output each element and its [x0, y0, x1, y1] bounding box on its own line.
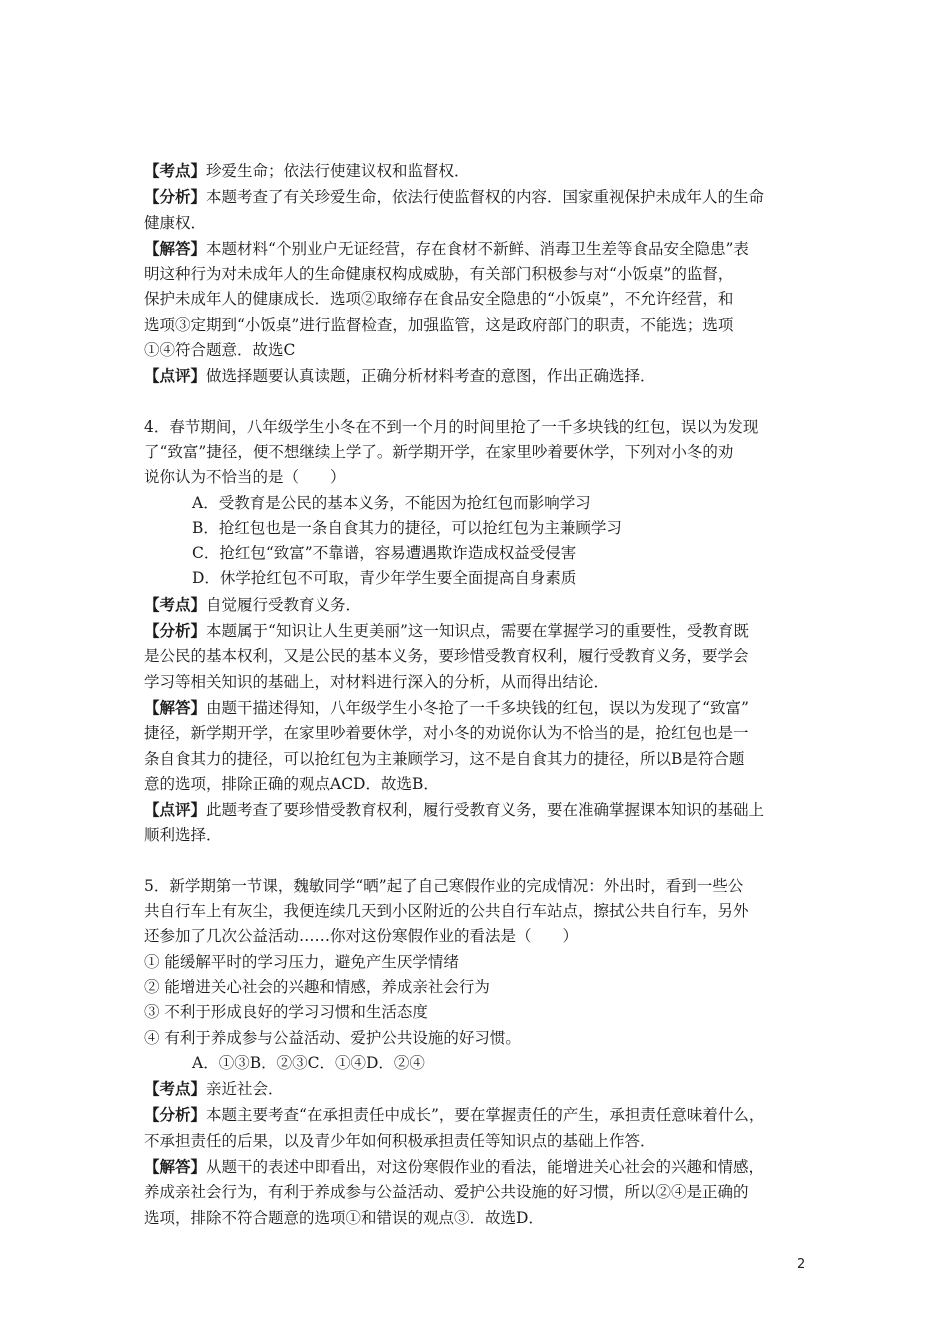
q5-item: ② 能增进关心社会的兴趣和情感，养成亲社会行为: [144, 977, 490, 996]
jieda-text: 本题材料“个别业户无证经营，存在食材不新鲜、消毒卫生差等食品安全隐患”表: [206, 239, 749, 258]
jieda-text-line: 捷径，新学期开学，在家里吵着要休学，对小冬的劝说你认为不恰当的是，抢红包也是一: [144, 724, 749, 743]
q5-item: ④ 有利于养成参与公益活动、爱护公共设施的好习惯。: [144, 1028, 521, 1047]
dianping-tag: 【点评】: [144, 366, 207, 386]
document-page: [144, 158, 810, 1231]
q4-stem-line: 4．春节期间，八年级学生小冬在不到一个月的时间里抢了一千多块钱的红包，误以为发现: [144, 417, 759, 436]
q4-stem-line: 了“致富”捷径，便不想继续上学了。新学期开学，在家里吵着要休学，下列对小冬的劝: [144, 442, 734, 461]
q4-option-d: D．休学抢红包不可取，青少年学生要全面提高自身素质: [192, 569, 577, 588]
kaodian-tag: 【考点】: [144, 594, 207, 614]
q4-fenxi: [144, 618, 810, 644]
jieda-text-line: 明这种行为对未成年人的生命健康权构成威胁，有关部门积极参与对“小饭桌”的监督，: [144, 265, 734, 284]
q3-kaodian: [144, 158, 810, 184]
jieda-tag: 【解答】: [144, 238, 207, 258]
jieda-text-line: ①④符合题意．故选C: [144, 341, 296, 360]
q4-stem-line: 说你认为不恰当的是（ ）: [144, 468, 346, 487]
kaodian-tag: 【考点】: [144, 161, 207, 180]
q5-item: ① 能缓解平时的学习压力，避免产生厌学情绪: [144, 952, 459, 971]
fenxi-text: 本题主要考查“在承担责任中成长”，要在掌握责任的产生，承担责任意味着什么，: [206, 1106, 765, 1125]
spacer: [144, 390, 810, 415]
kaodian-tag: 【考点】: [144, 1079, 207, 1099]
q5-stem-line: 5．新学期第一节课，魏敏同学“晒”起了自己寒假作业的完成情况：外出时，看到一些公: [144, 876, 744, 895]
q5-stem-line: 共自行车上有灰尘，我便连续几天到小区附近的公共自行车站点，擦拭公共自行车，另外: [144, 902, 749, 921]
q4-option-c: C．抢红包“致富”不靠谱，容易遭遇欺诈造成权益受侵害: [192, 544, 577, 563]
q4-kaodian: [144, 592, 810, 618]
fenxi-text-line: 健康权．: [144, 213, 207, 232]
kaodian-text: 亲近社会．: [206, 1080, 284, 1099]
jieda-text: 从题干的表述中即看出，对这份寒假作业的看法，能增进关心社会的兴趣和情感，: [206, 1157, 765, 1176]
jieda-text-line: 保护未成年人的健康成长．选项②取缔存在食品安全隐患的“小饭桌”，不允许经营，和: [144, 290, 734, 309]
jieda-text: 由题干描述得知，八年级学生小冬抢了一千多块钱的红包，误以为发现了“致富”: [206, 698, 749, 717]
page-number: 2: [797, 1257, 806, 1272]
jieda-text-line: 养成亲社会行为，有利于养成参与公益活动、爱护公共设施的好习惯，所以②④是正确的: [144, 1183, 749, 1202]
q3-fenxi: [144, 184, 810, 210]
fenxi-text: 本题属于“知识让人生更美丽”这一知识点，需要在掌握学习的重要性，受教育既: [206, 622, 749, 641]
q4-option-a: A．受教育是公民的基本义务，不能因为抢红包而影响学习: [192, 493, 591, 512]
q4-jieda: [144, 695, 810, 721]
q5-choices: A．①③B．②③C．①④D．②④: [192, 1053, 425, 1072]
kaodian-text: 自觉履行受教育义务．: [206, 595, 362, 614]
kaodian-text: 珍爱生命；依法行使建议权和监督权．: [206, 162, 470, 180]
q3-jieda: [144, 236, 810, 262]
fenxi-tag: 【分析】: [144, 621, 207, 641]
jieda-text-line: 选项，排除不符合题意的选项①和错误的观点③．故选D．: [144, 1208, 544, 1227]
dianping-text: 做选择题要认真读题，正确分析材料考查的意图，作出正确选择．: [206, 367, 656, 386]
jieda-tag: 【解答】: [144, 697, 207, 717]
fenxi-text-line: 不承担责任的后果，以及青少年如何积极承担责任等知识点的基础上作答．: [144, 1131, 656, 1150]
spacer: [144, 849, 810, 874]
q3-dianping: [144, 363, 810, 389]
q5-item: ③ 不利于形成良好的学习习惯和生活态度: [144, 1003, 428, 1022]
jieda-text-line: 意的选项，排除正确的观点ACD．故选B．: [144, 774, 439, 793]
q5-stem-line: 还参加了几次公益活动……你对这份寒假作业的看法是（ ）: [144, 927, 579, 946]
jieda-text-line: 条自食其力的捷径，可以抢红包为主兼顾学习，这不是自食其力的捷径，所以B是符合题: [144, 749, 745, 768]
q5-fenxi: [144, 1102, 810, 1128]
dianping-text: 此题考查了要珍惜受教育权利，履行受教育义务，要在准确掌握课本知识的基础上: [206, 801, 765, 820]
jieda-text-line: 选项③定期到“小饭桌”进行监督检查，加强监管，这是政府部门的职责，不能选；选项: [144, 315, 734, 334]
fenxi-text: 本题考查了有关珍爱生命，依法行使监督权的内容．国家重视保护未成年人的生命: [206, 188, 765, 207]
fenxi-text-line: 学习等相关知识的基础上，对材料进行深入的分析，从而得出结论．: [144, 672, 610, 691]
q4-option-b: B．抢红包也是一条自食其力的捷径，可以抢红包为主兼顾学习: [192, 518, 622, 537]
fenxi-text-line: 是公民的基本权利，又是公民的基本义务，要珍惜受教育权利，履行受教育义务，要学会: [144, 647, 749, 666]
fenxi-tag: 【分析】: [144, 187, 207, 207]
q5-jieda: [144, 1154, 810, 1180]
q4-dianping: [144, 797, 810, 823]
dianping-text-line: 顺利选择．: [144, 826, 222, 845]
fenxi-tag: 【分析】: [144, 1105, 207, 1125]
dianping-tag: 【点评】: [144, 800, 207, 820]
q5-kaodian: [144, 1076, 810, 1102]
jieda-tag: 【解答】: [144, 1156, 207, 1176]
